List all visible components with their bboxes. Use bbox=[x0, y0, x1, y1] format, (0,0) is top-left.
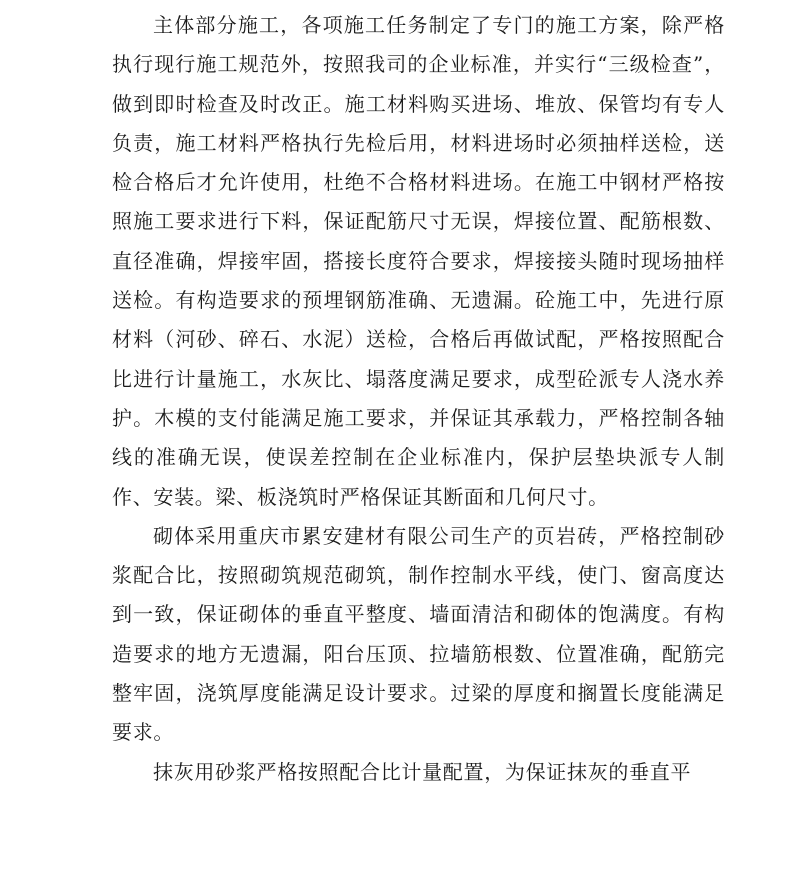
paragraph-plastering: 抹灰用砂浆严格按照配合比计量配置，为保证抹灰的垂直平 bbox=[153, 759, 692, 784]
paragraph-masonry: 砌体采用重庆市累安建材有限公司生产的页岩砖，严格控制砂浆配合比，按照砌筑规范砌筑，制作控制水平线，使门、窗高度达到一致，保证砌体的垂直平整度、墙面清洁和砌体的饱满度。有构造要求的地方无遗漏，阳台压顶、拉墙筋根数、位置准确，配筋完整牢固，浇筑厚度能满足设计要求。过梁的厚度和搁置长度能满足要求。 bbox=[112, 523, 725, 745]
paragraph-main-structure: 主体部分施工，各项施工任务制定了专门的施工方案，除严格执行现行施工规范外，按照我司的企业标准，并实行“三级检查”，做到即时检查及时改正。施工材料购买进场、堆放、保管均有专人负责，施工材料严格执行先检后用，材料进场时必须抽样送检，送检合格后才允许使用，杜绝不合格材料进场。在施工中钢材严格按照施工要求进行下料，保证配筋尺寸无误，焊接位置、配筋根数、直径准确，焊接牢固，搭接长度符合要求，焊接接头随时现场抽样送检。有构造要求的预埋钢筋准确、无遗漏。砼施工中，先进行原材料（河砂、碎石、水泥）送检，合格后再做试配，严格按照配合比进行计量施工，水灰比、塌落度满足要求，成型砼派专人浇水养护。木模的支付能满足施工要求，并保证其承载力，严格控制各轴线的准确无误，使误差控制在企业标准内，保护层垫块派专人制作、安装。梁、板浇筑时严格保证其断面和几何尺寸。 bbox=[112, 13, 725, 509]
